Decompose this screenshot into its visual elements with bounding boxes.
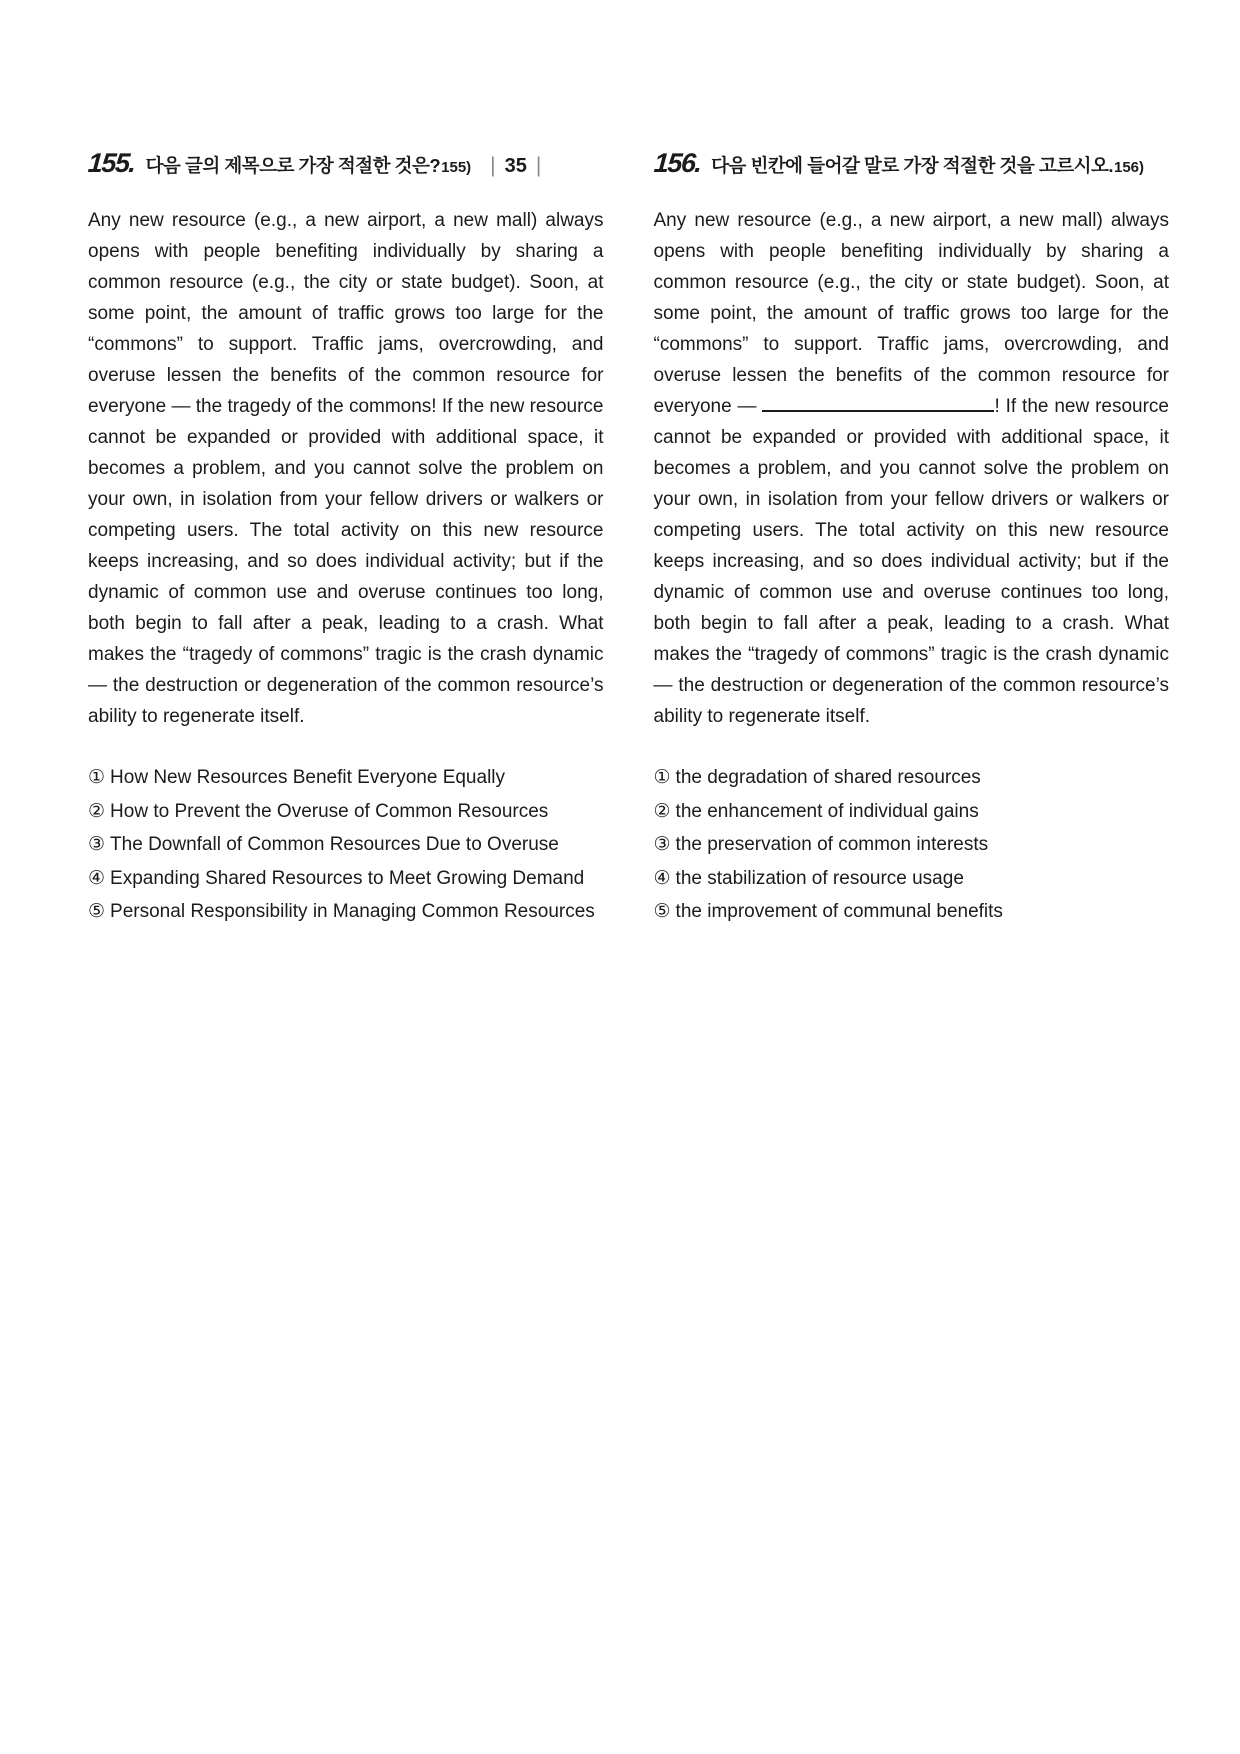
option-marker: ② (88, 800, 106, 822)
option-marker: ④ (653, 867, 671, 889)
option-item (654, 895, 1170, 929)
passage-156 (654, 205, 1170, 732)
footnote-ref: 156) (1113, 159, 1145, 176)
question-prompt: 다음 빈칸에 들어갈 말로 가장 적절한 것을 고르시오. (711, 155, 1113, 176)
option-text: The Downfall of Common Resources Due to Overuse (110, 834, 559, 855)
option-marker: ② (653, 800, 671, 822)
option-item (654, 795, 1170, 829)
passage-text: Any new resource (e.g., a new airport, a new mall) always opens with people benefiting individually by sharing a common resource (e.g., the city or state budget). Soon, at some point, the amount of traffic grows too large for the “commons” to support. Traffic jams, overcrowding, and overuse lessen the benefits of the common resource for everyone — the tragedy of the commons! If the new resource cannot be expanded or provided with additional space, it becomes a problem, and you cannot solve the problem on your own, in isolation from your fellow drivers or walkers or competing users. The total activity on this new resource keeps increasing, and so does individual activity; but if the dynamic of common use and overuse continues too long, both begin to fall after a peak, leading to a crash. What makes the “tragedy of commons” tragic is the crash dynamic — the destruction or degeneration of the common resource’s ability to regenerate itself. (88, 210, 604, 727)
option-marker: ① (88, 767, 106, 788)
option-item (654, 862, 1170, 896)
question-156 (654, 148, 1170, 929)
option-item (88, 828, 604, 862)
option-marker: ③ (88, 834, 106, 855)
badge-bar-right: | (535, 154, 542, 177)
option-marker: ③ (653, 834, 671, 855)
option-item (88, 895, 604, 929)
answer-blank (762, 408, 994, 412)
option-item (654, 761, 1170, 795)
source-badge (481, 154, 550, 178)
passage-text-before-blank: Any new resource (e.g., a new airport, a new mall) always opens with people benefiting individually by sharing a common resource (e.g., the city or state budget). Soon, at some point, the amount of traffic grows too large for the “commons” to support. Traffic jams, overcrowding, and overuse lessen the benefits of the common resource for everyone — (653, 210, 1169, 417)
options-155 (88, 761, 604, 929)
badge-value: 35 (504, 155, 527, 177)
option-marker: ⑤ (653, 901, 671, 922)
option-text: the preservation of common interests (675, 834, 989, 855)
options-156 (654, 761, 1170, 929)
question-155-header (88, 148, 604, 179)
passage-155 (88, 205, 604, 732)
question-prompt: 다음 글의 제목으로 가장 적절한 것은? (145, 155, 441, 176)
option-marker: ④ (88, 867, 106, 889)
question-number: 156. (652, 148, 702, 178)
option-text: Expanding Shared Resources to Meet Growing Demand (110, 867, 585, 889)
badge-bar-left: | (490, 154, 496, 177)
option-text: the degradation of shared resources (675, 767, 981, 788)
option-text: How to Prevent the Overuse of Common Resources (110, 800, 549, 822)
footnote-ref: 155) (441, 159, 472, 176)
option-marker: ⑤ (88, 901, 106, 922)
option-item (88, 862, 604, 896)
option-item (654, 828, 1170, 862)
option-marker: ① (653, 767, 671, 788)
question-156-header (654, 148, 1170, 179)
option-text: the enhancement of individual gains (675, 800, 979, 822)
option-text: Personal Responsibility in Managing Common Resources (110, 901, 595, 922)
option-text: How New Resources Benefit Everyone Equally (110, 767, 506, 788)
option-item (88, 795, 604, 829)
question-155 (88, 148, 604, 929)
option-text: the improvement of communal benefits (675, 901, 1003, 922)
question-number: 155. (86, 148, 136, 178)
option-text: the stabilization of resource usage (675, 867, 964, 889)
option-item (88, 761, 604, 795)
passage-text-after-blank: ! If the new resource cannot be expanded or provided with additional space, it becomes a problem, and you cannot solve the problem on your own, in isolation from your fellow drivers or walkers or competing users. The total activity on this new resource keeps increasing, and so does individual activity; but if the dynamic of common use and overuse continues too long, both begin to fall after a peak, leading to a crash. What makes the “tragedy of commons” tragic is the crash dynamic — the destruction or degeneration of the common resource’s ability to regenerate itself. (653, 396, 1169, 727)
